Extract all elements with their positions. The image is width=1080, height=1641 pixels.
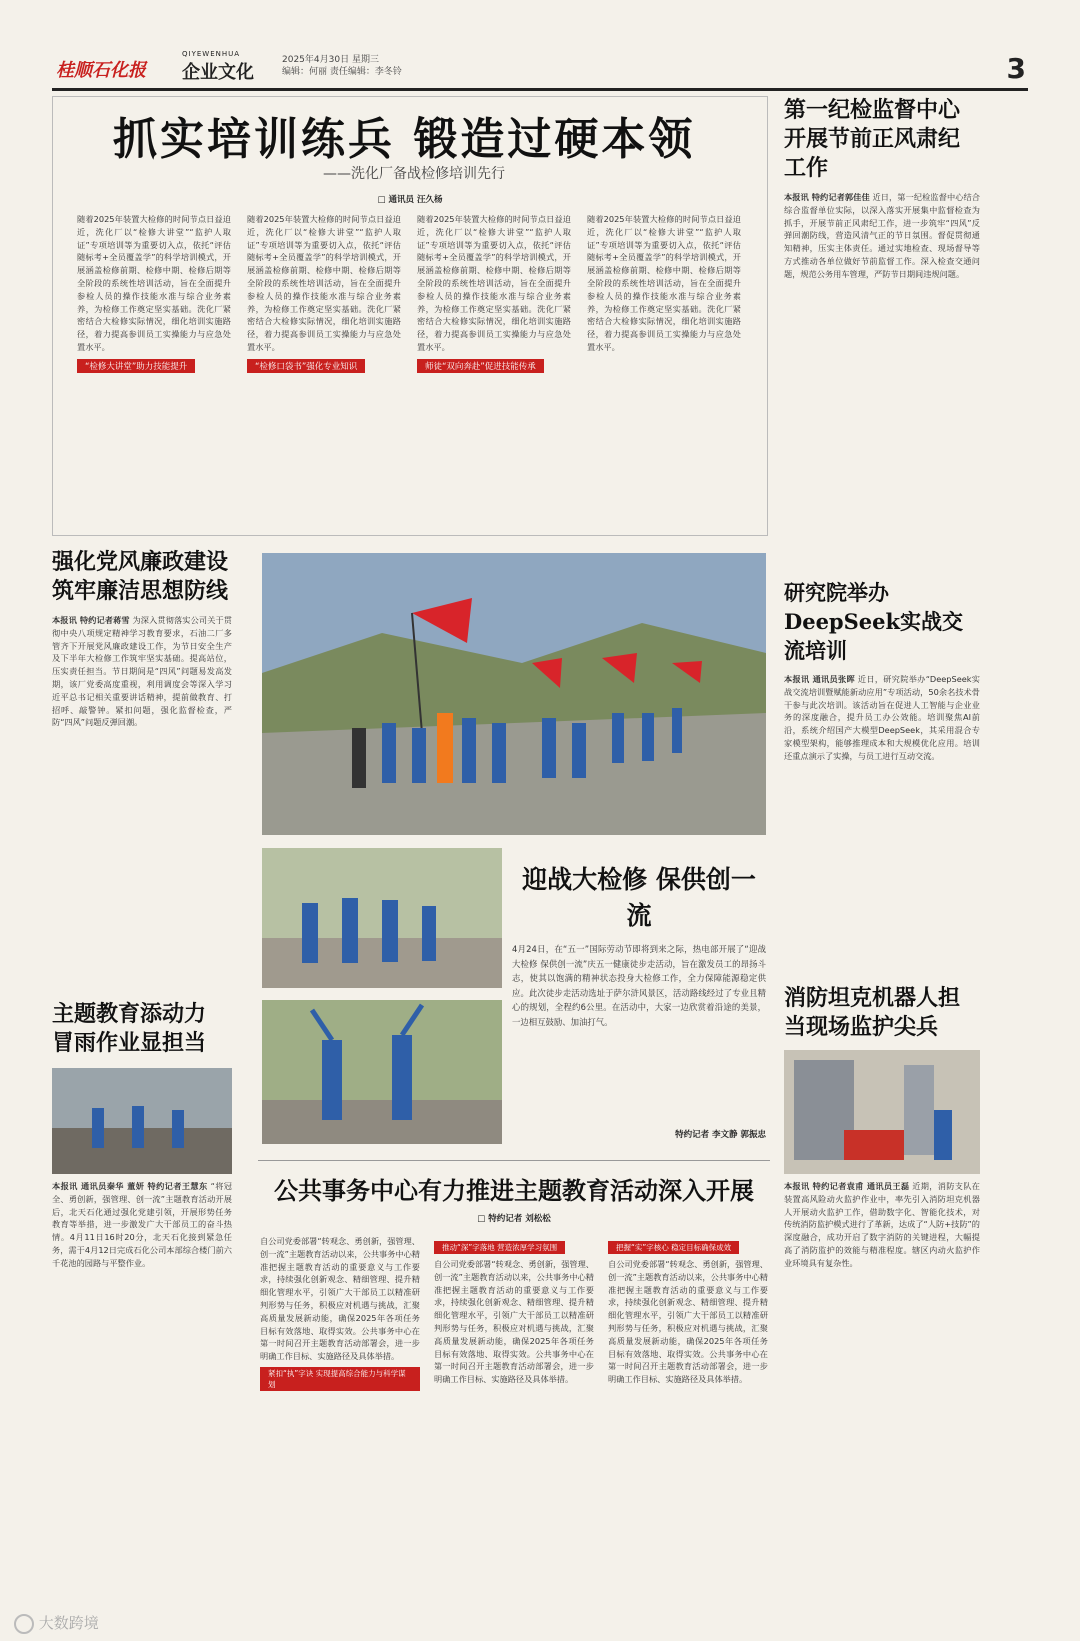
side1-text: [784, 191, 980, 281]
article4-byline: 特约记者 李文静 郭振忠: [675, 1130, 766, 1140]
side-article-3: [784, 984, 980, 1604]
lead-tag-3: 师徒“双向奔赴”促进技能传承: [417, 359, 544, 373]
issue-date: 2025年4月30日 星期三: [282, 55, 379, 65]
side2-byline: 本报讯 通讯员张晖: [784, 674, 855, 684]
side3-text: [784, 1180, 980, 1270]
lead-col-1: [77, 213, 231, 377]
photo-article3: [52, 1068, 232, 1174]
lead-article: [52, 96, 768, 536]
article4-body: 4月24日，在“五一”国际劳动节即将到来之际，热电部开展了“迎战大检修 保供创一流”庆五一健康徒步走活动，旨在激发员工的昂扬斗志，使其以饱满的精神状态投身大检修工作，全力保障能源稳定供应。此次徒步走活动选址于萨尔浒风景区，活动路线经过了专业且精心的规划，全程约6公里。在活动中，大家一边欣赏着沿途的美景，一边相互鼓励、加油打气。: [512, 944, 766, 1027]
article2-byline: 本报讯 特约记者蒋雪: [52, 615, 130, 625]
article5-tag-1: 紧扣“执”字诀 实现提高综合能力与科学谋划: [260, 1367, 420, 1391]
lead-body: 随着2025年装置大检修的时间节点日益迫近，洗化厂以“检修大讲堂”“监护人取证”专项培训等为重要切入点，依托“评估随标考+全员覆盖学”的科学培训模式，开展涵盖检修前期、检修中期、检修后期等全阶段的系统性培训活动，旨在全面提升参检人员的操作技能水准与综合业务素养，为检修工作奠定坚实基础。洗化厂紧密结合大检修实际情况，细化培训实施路径，着力提高参训员工实操能力与应急处置水平。: [77, 214, 231, 352]
lead-byline-text: 通讯员 汪久杨: [388, 195, 443, 205]
article5-body-2: 自公司党委部署“转观念、勇创新，强管理、创一流”主题教育活动以来，公共事务中心精准把握主题教育活动的重要意义与工作要求，持续强化创新观念、精细管理、提升精细化管理水平，引领广大干部员工以精准研判形势与任务，积极应对机遇与挑战，汇聚高质量发展新动能，确保2025年各项任务目标有效落地、取得实效。公共事务中心在第一时间召开主题教育活动部署会，进一步明确工作目标、实施路径及具体举措。: [434, 1259, 594, 1385]
article-4: [512, 860, 766, 1150]
lead-col-3: [417, 213, 571, 377]
side2-text: [784, 673, 980, 763]
lead-body-4: 随着2025年装置大检修的时间节点日益迫近，洗化厂以“检修大讲堂”“监护人取证”专项培训等为重要切入点，依托“评估随标考+全员覆盖学”的科学培训模式，开展涵盖检修前期、检修中期、检修后期等全阶段的系统性培训活动，旨在全面提升参检人员的操作技能水准与综合业务素养，为检修工作奠定坚实基础。洗化厂紧密结合大检修实际情况，细化培训实施路径，着力提高参训员工实操能力与应急处置水平。: [587, 214, 741, 352]
lead-body-2: 随着2025年装置大检修的时间节点日益迫近，洗化厂以“检修大讲堂”“监护人取证”专项培训等为重要切入点，依托“评估随标考+全员覆盖学”的科学培训模式，开展涵盖检修前期、检修中期、检修后期等全阶段的系统性培训活动，旨在全面提升参检人员的操作技能水准与综合业务素养，为检修工作奠定坚实基础。洗化厂紧密结合大检修实际情况，细化培训实施路径，着力提高参训员工实操能力与应急处置水平。: [247, 214, 401, 352]
article5-tag-2: 推动“深”字落地 营造浓厚学习氛围: [434, 1241, 565, 1254]
section-en: QIYEWENHUA: [182, 50, 241, 58]
lead-columns: [77, 213, 747, 531]
lead-subtitle: ——洗化厂备战检修培训先行: [323, 166, 505, 182]
watermark: [14, 1612, 99, 1634]
lead-col-2: [247, 213, 401, 377]
photo-article3-illustration: [52, 1068, 232, 1174]
masthead: [52, 48, 1028, 91]
article5-columns: [260, 1235, 768, 1595]
side3-body: 近期，消防支队在装置高风险动火监护作业中，率先引入消防坦克机器人开展动火监护工作，借助数字化、智能化技术，对传统消防监护模式进行了革新，达成了“人防+技防”的深度融合，成功开启了数字消防的关键进程，大幅提高了消防监护的效能与精准程度。辖区内动火监护作业环境具有复杂性。: [784, 1181, 980, 1268]
newspaper-logo: 桂顺石化报: [56, 60, 146, 81]
side2-title: 研究院举办DeepSeek实战交流培训: [784, 580, 964, 663]
side3-byline: 本报讯 特约记者袁甫 通讯员王磊: [784, 1181, 910, 1191]
article3-text: [52, 1180, 232, 1270]
lead-tag-1: “检修大讲堂”助力技能提升: [77, 359, 195, 373]
article5-body-3: 自公司党委部署“转观念、勇创新，强管理、创一流”主题教育活动以来，公共事务中心精准把握主题教育活动的重要意义与工作要求，持续强化创新观念、精细管理、提升精细化管理水平，引领广大干部员工以精准研判形势与任务，积极应对机遇与挑战，汇聚高质量发展新动能，确保2025年各项任务目标有效落地、取得实效。公共事务中心在第一时间召开主题教育活动部署会，进一步明确工作目标、实施路径及具体举措。: [608, 1259, 768, 1385]
side2-body: 近日，研究院举办“DeepSeek实战交流培训暨赋能新动应用”专项活动，50余名技术骨干参与此次培训。该活动旨在促进人工智能与企业业务的深度融合，提升员工办公效能。培训聚焦AI前沿，系统介绍国产大模型DeepSeek，其采用混合专家模型架构，能够推理成本和大规模优化应用。培训还重点演示了实操，与员工进行互动交流。: [784, 674, 980, 761]
photo-left-2-illustration: [262, 1000, 502, 1144]
article4-title: 迎战大检修 保供创一流: [522, 865, 756, 930]
photo-fire: [784, 1050, 980, 1174]
photo-left-1: [262, 848, 502, 988]
article5-byline: 特约记者 刘松松: [488, 1214, 551, 1224]
lead-tag-2: “检修口袋书”强化专业知识: [247, 359, 365, 373]
photo-left-1-illustration: [262, 848, 502, 988]
article5-byline-wrap: □ 特约记者 刘松松: [477, 1214, 551, 1224]
side1-body: 近日，第一纪检监督中心结合综合监督单位实际，以深入落实开展集中监督检查为抓手，开展节前正风肃纪工作，进一步筑牢“四风”反弹回潮防线，营造风清气正的节日氛围。督促贯彻通知精神，压实主体责任。通过实地检查、现场督导等方式推动各单位做好节前监督工作。深入检查交通问题，规范公务用车管理，严防节日期间违规问题。: [784, 192, 980, 279]
article5-tag-3: 把握“实”字核心 稳定目标确保成效: [608, 1241, 739, 1254]
side-article-1: [784, 96, 980, 566]
article2-text: [52, 614, 232, 729]
article3-byline: 本报讯 通讯员秦华 董妍 特约记者王慧东: [52, 1181, 208, 1191]
photo-fire-illustration: [784, 1050, 980, 1174]
lead-title: 抓实培训练兵 锻造过硬本领: [113, 114, 696, 165]
side3-title: 消防坦克机器人担当现场监护尖兵: [784, 985, 961, 1040]
lead-col-4: [587, 213, 741, 354]
article-5: [258, 1160, 770, 1601]
issue-editors: 编辑：何丽 责任编辑：李冬铃: [282, 67, 402, 77]
article2-body: 为深入贯彻落实公司关于贯彻中央八项规定精神学习教育要求，石油二厂多管齐下开展党风廉政建设工作，为节日安全生产及下半年大检修工作筑牢坚实基础。提高站位，压实责任担当。节日期间是“四风”问题易发高发期，该厂党委高度重视，利用调度会等深入学习近平总书记相关重要讲话精神，提前做教育、打招呼、敲警钟。紧扣问题，强化监督检查，严防“四风”问题反弹回潮。: [52, 615, 232, 728]
photo-left-2: [262, 1000, 502, 1144]
watermark-text: 大数跨境: [38, 1614, 99, 1632]
lead-body-3: 随着2025年装置大检修的时间节点日益迫近，洗化厂以“检修大讲堂”“监护人取证”专项培训等为重要切入点，依托“评估随标考+全员覆盖学”的科学培训模式，开展涵盖检修前期、检修中期、检修后期等全阶段的系统性培训活动，旨在全面提升参检人员的操作技能水准与综合业务素养，为检修工作奠定坚实基础。洗化厂紧密结合大检修实际情况，细化培训实施路径，着力提高参训员工实操能力与应急处置水平。: [417, 214, 571, 352]
side1-byline: 本报讯 特约记者郭佳佳: [784, 192, 870, 202]
section-zh: 企业文化: [182, 62, 254, 83]
watermark-icon: [14, 1614, 34, 1634]
side-article-2: [784, 578, 980, 968]
photo-main: [262, 553, 766, 835]
article3-title: 主题教育添动力 冒雨作业显担当: [52, 1001, 207, 1056]
article-3: [52, 1000, 232, 1600]
article2-title: 强化党风廉政建设筑牢廉洁思想防线: [52, 549, 229, 604]
article-2: [52, 548, 232, 988]
article5-col-1: [260, 1235, 420, 1395]
article5-title: 公共事务中心有力推进主题教育活动深入开展: [274, 1176, 754, 1205]
article5-body: 自公司党委部署“转观念、勇创新，强管理、创一流”主题教育活动以来，公共事务中心精准把握主题教育活动的重要意义与工作要求，持续强化创新观念、精细管理、提升精细化管理水平，引领广大干部员工以精准研判形势与任务，积极应对机遇与挑战，汇聚高质量发展新动能，确保2025年各项任务目标有效落地、取得实效。公共事务中心在第一时间召开主题教育活动部署会，进一步明确工作目标、实施路径及具体举措。: [260, 1236, 420, 1362]
issue-meta: [282, 54, 402, 78]
article3-body: “将冠全、勇创新，强管理、创一流”主题教育活动开展后，北天石化通过强化党建引领，开展形势任务教育等举措，进一步激发广大干部员工的奋斗热情。4月11日16时20分，北天石化接到紧急任务，需于4月12日完成石化公司本部综合楼门前六千花池的园路与平整作业。: [52, 1181, 232, 1268]
section-label: [182, 50, 254, 84]
side1-title: 第一纪检监督中心开展节前正风肃纪工作: [784, 97, 961, 181]
page-number: 3: [1006, 52, 1026, 85]
lead-byline: □ 通讯员 汪久杨: [377, 195, 443, 205]
photo-main-illustration: [262, 553, 766, 835]
article5-col-3: [608, 1235, 768, 1386]
article5-col-2: [434, 1235, 594, 1386]
